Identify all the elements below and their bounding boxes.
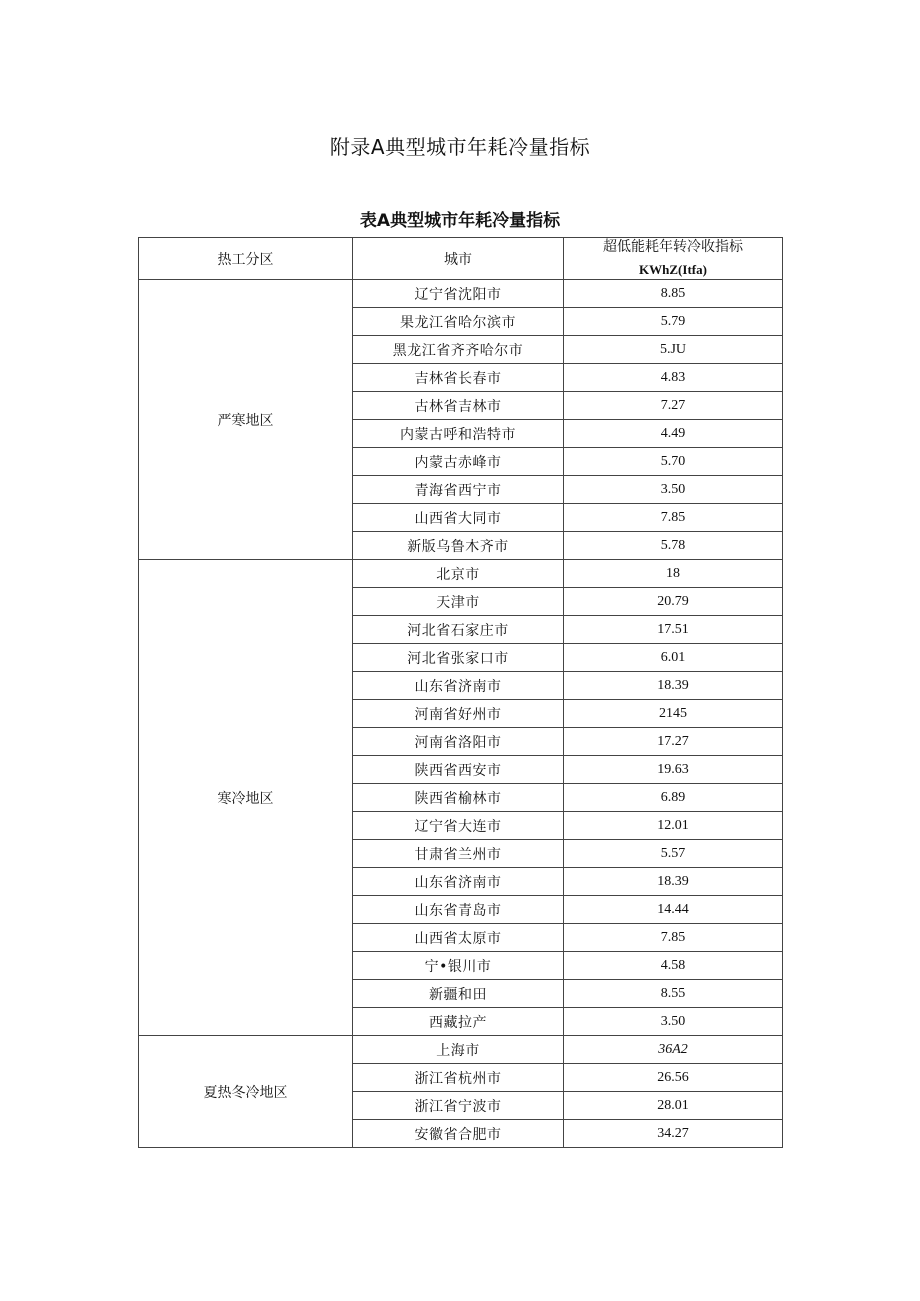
city-cell: 果龙江省哈尔滨市 [353, 308, 564, 336]
header-zone: 热工分区 [139, 238, 353, 280]
city-cell: 山西省太原市 [353, 924, 564, 952]
city-cell: 甘肃省兰州市 [353, 840, 564, 868]
city-cell: 内蒙古呼和浩特市 [353, 420, 564, 448]
city-cell: 河北省张家口市 [353, 644, 564, 672]
page-title: 附录A典型城市年耗冷量指标 [329, 135, 591, 159]
value-cell: 17.51 [564, 616, 783, 644]
value-cell: 4.49 [564, 420, 783, 448]
table-row [139, 280, 783, 308]
city-cell: 陕西省西安市 [353, 756, 564, 784]
city-cell: 山东省济南市 [353, 868, 564, 896]
value-cell: 17.27 [564, 728, 783, 756]
value-cell: 34.27 [564, 1120, 783, 1148]
city-cell: 古林省吉林市 [353, 392, 564, 420]
city-cell: 西藏拉产 [353, 1008, 564, 1036]
city-cell: 河南省好州市 [353, 700, 564, 728]
value-cell: 7.27 [564, 392, 783, 420]
city-cell: 新版乌鲁木齐市 [353, 532, 564, 560]
city-cell: 河南省洛阳市 [353, 728, 564, 756]
table-row [139, 1036, 783, 1064]
cooling-index-table [138, 237, 783, 1148]
city-cell: 安徽省合肥市 [353, 1120, 564, 1148]
zone-cell: 寒冷地区 [139, 560, 353, 1036]
value-cell: 26.56 [564, 1064, 783, 1092]
zone-cell: 严寒地区 [139, 280, 353, 560]
value-cell: 18.39 [564, 868, 783, 896]
value-cell: 4.58 [564, 952, 783, 980]
zone-cell: 夏热冬冷地区 [139, 1036, 353, 1148]
value-cell: 12.01 [564, 812, 783, 840]
city-cell: 山东省济南市 [353, 672, 564, 700]
city-cell: 辽宁省沈阳市 [353, 280, 564, 308]
value-cell: 6.89 [564, 784, 783, 812]
value-cell: 7.85 [564, 924, 783, 952]
value-cell: 2145 [564, 700, 783, 728]
header-metric-unit: KWhZ(Itfa) [639, 262, 707, 278]
value-cell: 5.JU [564, 336, 783, 364]
value-cell: 8.85 [564, 280, 783, 308]
city-cell: 宁•银川市 [353, 952, 564, 980]
value-cell: 5.79 [564, 308, 783, 336]
value-cell: 28.01 [564, 1092, 783, 1120]
value-cell: 5.70 [564, 448, 783, 476]
city-cell: 上海市 [353, 1036, 564, 1064]
value-cell: 36A2 [564, 1036, 783, 1064]
city-cell: 天津市 [353, 588, 564, 616]
city-cell: 北京市 [353, 560, 564, 588]
value-cell: 4.83 [564, 364, 783, 392]
city-cell: 山西省大同市 [353, 504, 564, 532]
value-cell: 7.85 [564, 504, 783, 532]
value-cell: 18 [564, 560, 783, 588]
value-cell: 19.63 [564, 756, 783, 784]
city-cell: 河北省石家庄市 [353, 616, 564, 644]
value-cell: 5.78 [564, 532, 783, 560]
value-cell: 14.44 [564, 896, 783, 924]
value-cell: 18.39 [564, 672, 783, 700]
city-cell: 黑龙江省齐齐哈尔市 [353, 336, 564, 364]
header-metric-label: 超低能耗年转冷收指标 [603, 239, 743, 255]
city-cell: 吉林省长春市 [353, 364, 564, 392]
city-cell: 陕西省榆林市 [353, 784, 564, 812]
value-cell: 3.50 [564, 1008, 783, 1036]
table-row [139, 560, 783, 588]
value-cell: 20.79 [564, 588, 783, 616]
city-cell: 浙江省宁波市 [353, 1092, 564, 1120]
value-cell: 8.55 [564, 980, 783, 1008]
value-cell: 5.57 [564, 840, 783, 868]
header-city: 城市 [353, 238, 564, 280]
value-cell: 6.01 [564, 644, 783, 672]
table-title: 表A典型城市年耗冷量指标 [359, 211, 561, 231]
city-cell: 新疆和田 [353, 980, 564, 1008]
city-cell: 青海省西宁市 [353, 476, 564, 504]
city-cell: 山东省青岛市 [353, 896, 564, 924]
city-cell: 内蒙古赤峰市 [353, 448, 564, 476]
header-metric [564, 238, 783, 280]
city-cell: 浙江省杭州市 [353, 1064, 564, 1092]
city-cell: 辽宁省大连市 [353, 812, 564, 840]
table-header-row [139, 238, 783, 280]
value-cell: 3.50 [564, 476, 783, 504]
